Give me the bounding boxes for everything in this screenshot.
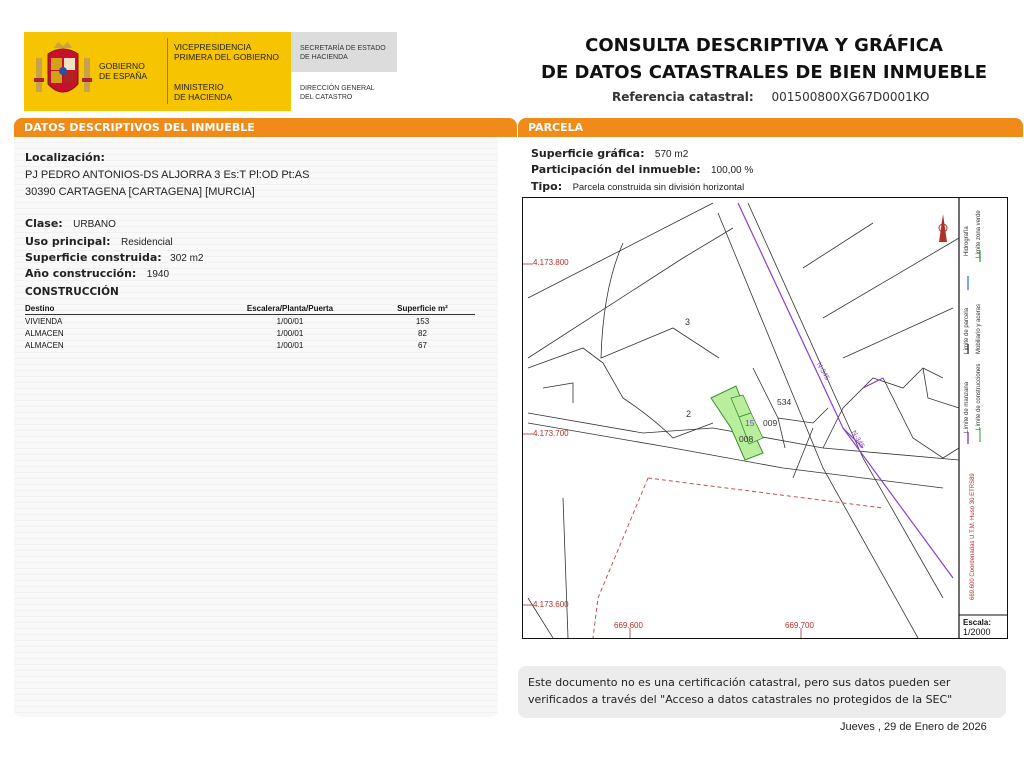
legend-zona-verde: Límite zona verde bbox=[976, 210, 982, 258]
legend-hidrografia: Hidrografía bbox=[964, 226, 970, 256]
legend-manzana: Límite de manzana bbox=[964, 381, 970, 433]
escala-value: 1/2000 bbox=[963, 627, 991, 637]
table-row bbox=[25, 327, 475, 339]
document-date: Jueves , 29 de Enero de 2026 bbox=[840, 721, 987, 733]
col-escalera: Escalera/Planta/Puerta bbox=[210, 303, 370, 315]
construction-table bbox=[25, 303, 475, 351]
cell-escalera: 1/00/01 bbox=[276, 328, 304, 338]
x-label-left: 669.600 bbox=[614, 621, 643, 630]
legend-block-top bbox=[976, 208, 986, 258]
ministerio-text: MINISTERIO DE HACIENDA bbox=[174, 82, 233, 102]
notice-text: Este documento no es una certificación catastral, pero sus datos pueden ser verificados a través del "Acceso a datos catastrales no protegidos de la SEC" bbox=[528, 676, 953, 706]
legend-construcciones: Límite de construcciones bbox=[976, 363, 982, 430]
clase-value: URBANO bbox=[73, 219, 116, 230]
dashed-boundary bbox=[648, 478, 883, 508]
tipo-label: Tipo: bbox=[531, 180, 563, 193]
y-label-top: 4.173.800 bbox=[533, 258, 569, 267]
cell-destino: VIVIENDA bbox=[25, 316, 63, 326]
y-label-mid: 4.173.700 bbox=[533, 429, 569, 438]
section-bar-descriptive: DATOS DESCRIPTIVOS DEL INMUEBLE bbox=[14, 118, 517, 137]
government-logo-block bbox=[24, 32, 397, 111]
cell-escalera: 1/00/01 bbox=[276, 316, 304, 326]
gobierno-text: GOBIERNO DE ESPAÑA bbox=[99, 61, 148, 81]
coords-value: 669.600 bbox=[970, 578, 976, 600]
reference-value: 001500800XG67D0001KO bbox=[771, 90, 930, 104]
legend-coords-block bbox=[970, 460, 980, 600]
cell-destino: ALMACEN bbox=[25, 340, 64, 350]
participacion-row bbox=[531, 160, 753, 178]
coords-note: Coordenadas U.T.M. Huso 30 ETRS89 bbox=[970, 473, 976, 577]
secretaria-text: SECRETARÍA DE ESTADO DE HACIENDA bbox=[300, 45, 386, 61]
clase-row bbox=[25, 214, 116, 232]
col-superficie: Superficie m² bbox=[370, 303, 475, 315]
address-line2: 30390 CARTAGENA [CARTAGENA] [MURCIA] bbox=[25, 186, 255, 198]
anio-label: Año construcción: bbox=[25, 267, 137, 280]
x-label-right: 669.700 bbox=[785, 621, 814, 630]
construccion-title: CONSTRUCCIÓN bbox=[25, 286, 119, 298]
legend-block-top bbox=[976, 254, 986, 364]
anio-value: 1940 bbox=[146, 269, 170, 280]
direccion-text: DIRECCIÓN GENERAL DEL CATASTRO bbox=[300, 85, 375, 101]
participacion-value: 100,00 % bbox=[711, 165, 754, 176]
parcel-label: 009 bbox=[763, 418, 778, 428]
coat-of-arms-icon bbox=[32, 40, 94, 102]
superficie-grafica-value: 570 m2 bbox=[654, 149, 689, 160]
reference-row bbox=[612, 90, 929, 104]
cell-destino: ALMACEN bbox=[25, 328, 64, 338]
document-title-line1: CONSULTA DESCRIPTIVA Y GRÁFICA bbox=[585, 35, 943, 56]
document-title-line2: DE DATOS CATASTRALES DE BIEN INMUEBLE bbox=[541, 62, 987, 83]
disclaimer-notice bbox=[518, 666, 1006, 718]
road-label: N-345 bbox=[849, 429, 866, 450]
compass-icon bbox=[939, 214, 947, 242]
tipo-value: Parcela construida sin división horizontal bbox=[572, 182, 745, 193]
cell-superficie: 67 bbox=[418, 340, 427, 350]
uso-label: Uso principal: bbox=[25, 235, 111, 248]
superficie-label: Superficie construida: bbox=[25, 251, 162, 264]
cell-escalera: 1/00/01 bbox=[276, 340, 304, 350]
highlighted-parcel bbox=[711, 386, 763, 460]
y-label-bottom: 4.173.600 bbox=[533, 600, 569, 609]
tipo-row bbox=[531, 177, 744, 195]
parcel-label: 008 bbox=[739, 434, 754, 444]
parcel-label: 2 bbox=[686, 409, 692, 419]
legend-coords-text bbox=[970, 473, 976, 600]
col-destino: Destino bbox=[25, 303, 210, 315]
parcel-label: 534 bbox=[777, 397, 792, 407]
parcel-label: 15 bbox=[745, 418, 755, 428]
road-lines bbox=[738, 203, 953, 578]
cell-superficie: 82 bbox=[418, 328, 427, 338]
table-row bbox=[25, 339, 475, 351]
superficie-value: 302 m2 bbox=[170, 253, 204, 264]
reference-label: Referencia catastral: bbox=[612, 90, 754, 104]
dashed-boundary bbox=[593, 478, 648, 638]
superficie-grafica-label: Superficie gráfica: bbox=[531, 147, 645, 160]
legend-block-mid bbox=[976, 358, 986, 438]
logo-divider bbox=[167, 38, 168, 104]
participacion-label: Participación del inmueble: bbox=[531, 163, 701, 176]
cell-superficie: 153 bbox=[415, 316, 430, 326]
anio-row bbox=[25, 264, 169, 282]
address-line1: PJ PEDRO ANTONIOS-DS ALJORRA 3 Es:T Pl:OD Pt:AS bbox=[25, 169, 310, 181]
vicepresidencia-text: VICEPRESIDENCIA PRIMERA DEL GOBIERNO bbox=[174, 42, 280, 62]
legend-block-top bbox=[964, 254, 974, 364]
section-bar-parcela: PARCELA bbox=[518, 118, 1023, 137]
escala-label: Escala: bbox=[963, 618, 992, 627]
legend-mobiliario: Mobiliario y aceras bbox=[976, 303, 982, 354]
clase-label: Clase: bbox=[25, 217, 63, 230]
table-row bbox=[25, 315, 475, 328]
cadastral-map bbox=[522, 197, 1008, 639]
legend-block-mid bbox=[964, 378, 974, 438]
legend-limite-parcela: Límite de parcela bbox=[964, 307, 970, 354]
localizacion-label: Localización: bbox=[25, 151, 105, 164]
uso-value: Residencial bbox=[120, 237, 173, 248]
road-label: N-345 bbox=[814, 361, 831, 382]
parcel-label: 3 bbox=[685, 317, 691, 327]
legend-block-top bbox=[964, 208, 974, 258]
